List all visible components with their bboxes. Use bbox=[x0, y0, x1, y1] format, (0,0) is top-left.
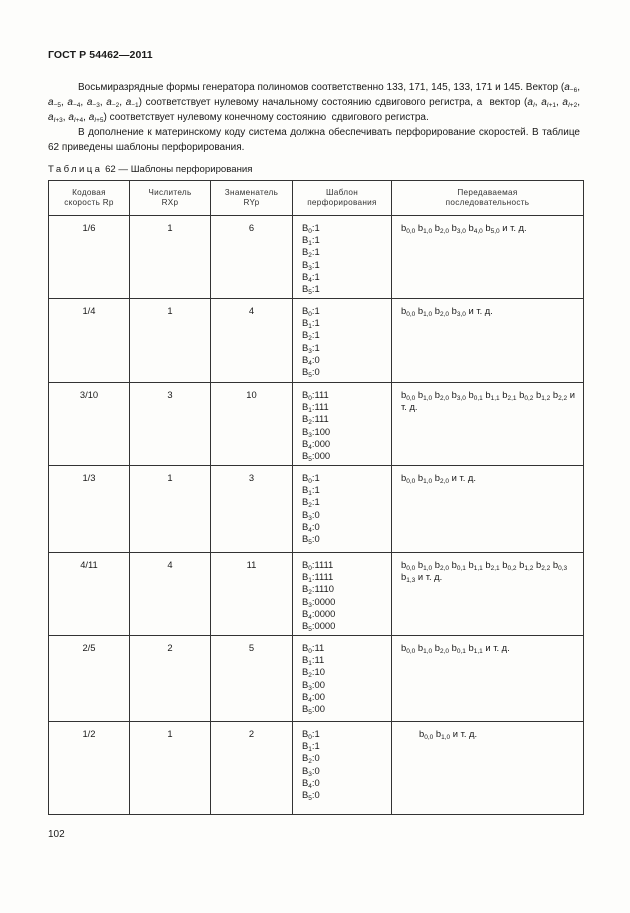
cell-code-rate: 2/5 bbox=[49, 636, 130, 722]
pattern-line: $B_0:1$ bbox=[302, 305, 320, 318]
pattern-line: $B_3:00$ bbox=[302, 678, 325, 692]
pattern-line: $B_1:1$ bbox=[302, 317, 320, 331]
pattern-line: $B_0:111$ bbox=[302, 389, 329, 402]
paragraph-polynomials: Восьмиразрядные формы генератора полиномов соответственно 133, 171, 145, 133, 171 и 145. Вектор ($a_{-6}$, $a_{-5}$, $a_{-4}$, $a_{-3}$, $a_{-2}$, $a_{-1}$) соответствует нулевому начальному состоянию сдвигового регистра, а вектор ($a_I$, $a_{I+1}$, $a_{I+2}$, $a_{I+3}$, $a_{I+4}$, $a_{I+5}$) соответствует нулевому конечному состоянию сдвигового регистра. bbox=[48, 82, 580, 124]
pattern-line: $B_4:0$ bbox=[302, 520, 320, 534]
table-caption-word: Таблица bbox=[48, 164, 103, 175]
pattern-value: 00 bbox=[314, 678, 325, 690]
pattern-line: $B_5:0$ bbox=[302, 533, 320, 547]
cell-pattern bbox=[293, 466, 392, 553]
cell-numerator: 4 bbox=[130, 553, 211, 636]
pattern-line: $B_4:000$ bbox=[302, 437, 331, 451]
cell-sequence bbox=[392, 299, 584, 383]
pattern-value: 111 bbox=[314, 413, 329, 425]
table-row bbox=[49, 636, 584, 722]
cell-numerator: 1 bbox=[130, 466, 211, 553]
pattern-value: 1 bbox=[314, 740, 320, 752]
pattern-value: 0 bbox=[314, 764, 320, 776]
sequence-text: $b_{0,0}$ $b_{1,0}$ $b_{2,0}$ и т. д. bbox=[401, 472, 476, 485]
pattern-line: $B_3:100$ bbox=[302, 425, 331, 439]
cell-sequence bbox=[392, 722, 584, 815]
table-caption-title: 62 — Шаблоны перфорирования bbox=[105, 164, 253, 175]
pattern-line: $B_0:11$ bbox=[302, 642, 325, 655]
cell-denominator: 2 bbox=[211, 722, 293, 815]
table-row bbox=[49, 466, 584, 553]
pattern-value: 00 bbox=[314, 703, 325, 715]
cell-sequence bbox=[392, 216, 584, 299]
pattern-value: 000 bbox=[314, 450, 331, 462]
pattern-line: $B_4:0$ bbox=[302, 776, 320, 790]
pattern-value: 1 bbox=[314, 222, 320, 233]
pattern-value: 0 bbox=[314, 508, 320, 520]
cell-pattern bbox=[293, 553, 392, 636]
cell-numerator: 3 bbox=[130, 383, 211, 466]
cell-sequence bbox=[392, 466, 584, 553]
pattern-line: $B_5:00$ bbox=[302, 703, 325, 717]
pattern-value: 00 bbox=[314, 690, 325, 702]
pattern-line: $B_3:0$ bbox=[302, 764, 320, 778]
header-sequence: Передаваемая последовательность bbox=[392, 181, 584, 216]
pattern-line: $B_1:1$ bbox=[302, 234, 320, 248]
pattern-line: $B_0:1$ bbox=[302, 728, 320, 741]
pattern-line: $B_4:0000$ bbox=[302, 607, 336, 621]
cell-code-rate: 4/11 bbox=[49, 553, 130, 636]
pattern-line: $B_4:00$ bbox=[302, 690, 325, 704]
cell-denominator: 3 bbox=[211, 466, 293, 553]
pattern-line: $B_2:1110$ bbox=[302, 583, 334, 597]
pattern-line: $B_0:1111$ bbox=[302, 559, 334, 572]
pattern-line: $B_4:1$ bbox=[302, 270, 320, 284]
pattern-line: $B_1:11$ bbox=[302, 654, 325, 668]
cell-denominator: 11 bbox=[211, 553, 293, 636]
pattern-line: $B_2:1$ bbox=[302, 496, 320, 510]
header-code-rate: Кодовая скорость Rp bbox=[49, 181, 130, 216]
pattern-value: 0000 bbox=[314, 595, 336, 607]
pattern-value: 0 bbox=[314, 366, 320, 378]
pattern-value: 1 bbox=[314, 246, 320, 258]
pattern-line: $B_2:111$ bbox=[302, 413, 329, 427]
cell-sequence bbox=[392, 636, 584, 722]
pattern-line: $B_1:1$ bbox=[302, 484, 320, 498]
puncturing-table bbox=[48, 180, 584, 815]
cell-numerator: 1 bbox=[130, 722, 211, 815]
pattern-value: 1 bbox=[314, 270, 320, 282]
pattern-value: 1 bbox=[314, 329, 320, 341]
table-row bbox=[49, 216, 584, 299]
cell-sequence bbox=[392, 553, 584, 636]
cell-pattern bbox=[293, 636, 392, 722]
cell-code-rate: 1/3 bbox=[49, 466, 130, 553]
pattern-line: $B_2:0$ bbox=[302, 752, 320, 766]
pattern-line: $B_5:0000$ bbox=[302, 620, 336, 634]
pattern-value: 000 bbox=[314, 437, 331, 449]
pattern-value: 0 bbox=[314, 533, 320, 545]
cell-code-rate: 3/10 bbox=[49, 383, 130, 466]
table-row bbox=[49, 553, 584, 636]
pattern-value: 111 bbox=[314, 401, 329, 413]
header-denominator: Знаменатель RYp bbox=[211, 181, 293, 216]
cell-code-rate: 1/2 bbox=[49, 722, 130, 815]
pattern-line: $B_3:1$ bbox=[302, 341, 320, 355]
pattern-value: 11 bbox=[314, 654, 325, 666]
cell-numerator: 2 bbox=[130, 636, 211, 722]
cell-sequence bbox=[392, 383, 584, 466]
pattern-value: 0000 bbox=[314, 607, 336, 619]
pattern-value: 0 bbox=[314, 752, 320, 764]
header-pattern: Шаблон перфорирования bbox=[293, 181, 392, 216]
pattern-value: 1 bbox=[314, 728, 320, 739]
pattern-value: 1 bbox=[314, 258, 320, 270]
pattern-value: 0 bbox=[314, 353, 320, 365]
pattern-line: $B_4:0$ bbox=[302, 353, 320, 367]
pattern-value: 100 bbox=[314, 425, 331, 437]
sequence-text: $b_{0,0}$ $b_{1,0}$ $b_{2,0}$ $b_{0,1}$ $b_{1,1}$ $b_{2,1}$ $b_{0,2}$ $b_{1,2}$ $b_{2,2}$ $b_{0,3}$ $b_{1,3}$ и т. д. bbox=[401, 559, 568, 585]
pattern-value: 0 bbox=[314, 776, 320, 788]
sequence-text: $b_{0,0}$ $b_{1,0}$ $b_{2,0}$ $b_{3,0}$ $b_{0,1}$ $b_{1,1}$ $b_{2,1}$ $b_{0,2}$ $b_{1,2}$ $b_{2,2}$ и т. д. bbox=[401, 389, 575, 413]
pattern-line: $B_1:111$ bbox=[302, 401, 329, 415]
pattern-value: 0 bbox=[314, 520, 320, 532]
pattern-value: 1110 bbox=[314, 583, 334, 595]
pattern-line: $B_2:1$ bbox=[302, 329, 320, 343]
pattern-line: $B_3:0$ bbox=[302, 508, 320, 522]
pattern-value: 0 bbox=[314, 789, 320, 801]
cell-pattern bbox=[293, 722, 392, 815]
cell-pattern bbox=[293, 216, 392, 299]
cell-denominator: 4 bbox=[211, 299, 293, 383]
pattern-value: 111 bbox=[314, 389, 329, 400]
pattern-value: 1 bbox=[314, 317, 320, 329]
cell-code-rate: 1/4 bbox=[49, 299, 130, 383]
cell-numerator: 1 bbox=[130, 299, 211, 383]
pattern-value: 11 bbox=[314, 642, 325, 653]
pattern-value: 10 bbox=[314, 666, 325, 678]
pattern-value: 1 bbox=[314, 234, 320, 246]
pattern-line: $B_5:1$ bbox=[302, 283, 320, 297]
pattern-line: $B_2:1$ bbox=[302, 246, 320, 260]
cell-pattern bbox=[293, 383, 392, 466]
pattern-line: $B_3:1$ bbox=[302, 258, 320, 272]
sequence-text: $b_{0,0}$ $b_{1,0}$ $b_{2,0}$ $b_{0,1}$ $b_{1,1}$ и т. д. bbox=[401, 642, 510, 655]
cell-denominator: 6 bbox=[211, 216, 293, 299]
pattern-line: $B_5:0$ bbox=[302, 366, 320, 380]
pattern-line: $B_3:0000$ bbox=[302, 595, 336, 609]
pattern-line: $B_1:1$ bbox=[302, 740, 320, 754]
pattern-line: $B_5:0$ bbox=[302, 789, 320, 803]
sequence-text: $b_{0,0}$ $b_{1,0}$ $b_{2,0}$ $b_{3,0}$ $b_{4,0}$ $b_{5,0}$ и т. д. bbox=[401, 222, 527, 235]
pattern-value: 1 bbox=[314, 283, 320, 295]
table-row bbox=[49, 383, 584, 466]
table-header-row bbox=[49, 181, 584, 216]
cell-denominator: 10 bbox=[211, 383, 293, 466]
page-number: 102 bbox=[48, 829, 65, 840]
cell-numerator: 1 bbox=[130, 216, 211, 299]
pattern-value: 1111 bbox=[314, 559, 334, 570]
document-header: ГОСТ Р 54462—2011 bbox=[48, 49, 153, 61]
table-row bbox=[49, 722, 584, 815]
sequence-text: $b_{0,0}$ $b_{1,0}$ и т. д. bbox=[419, 728, 478, 741]
pattern-line: $B_2:10$ bbox=[302, 666, 325, 680]
cell-code-rate: 1/6 bbox=[49, 216, 130, 299]
cell-pattern bbox=[293, 299, 392, 383]
pattern-value: 1 bbox=[314, 305, 320, 316]
pattern-value: 0000 bbox=[314, 620, 336, 632]
table-caption bbox=[48, 164, 252, 175]
header-numerator: Числитель RXp bbox=[130, 181, 211, 216]
cell-denominator: 5 bbox=[211, 636, 293, 722]
pattern-line: $B_0:1$ bbox=[302, 222, 320, 235]
table-row bbox=[49, 299, 584, 383]
pattern-value: 1 bbox=[314, 484, 320, 496]
pattern-line: $B_5:000$ bbox=[302, 450, 331, 464]
sequence-text: $b_{0,0}$ $b_{1,0}$ $b_{2,0}$ $b_{3,0}$ и т. д. bbox=[401, 305, 493, 318]
paragraph-puncturing: В дополнение к материнскому коду система должна обеспечивать перфорирование скоростей. В таблице 62 приведены шаблоны перфорирования. bbox=[48, 127, 580, 153]
pattern-value: 1 bbox=[314, 472, 320, 483]
pattern-value: 1 bbox=[314, 496, 320, 508]
pattern-line: $B_1:1111$ bbox=[302, 571, 334, 585]
pattern-line: $B_0:1$ bbox=[302, 472, 320, 485]
body-text bbox=[48, 80, 580, 155]
pattern-value: 1 bbox=[314, 341, 320, 353]
pattern-value: 1111 bbox=[314, 571, 334, 583]
